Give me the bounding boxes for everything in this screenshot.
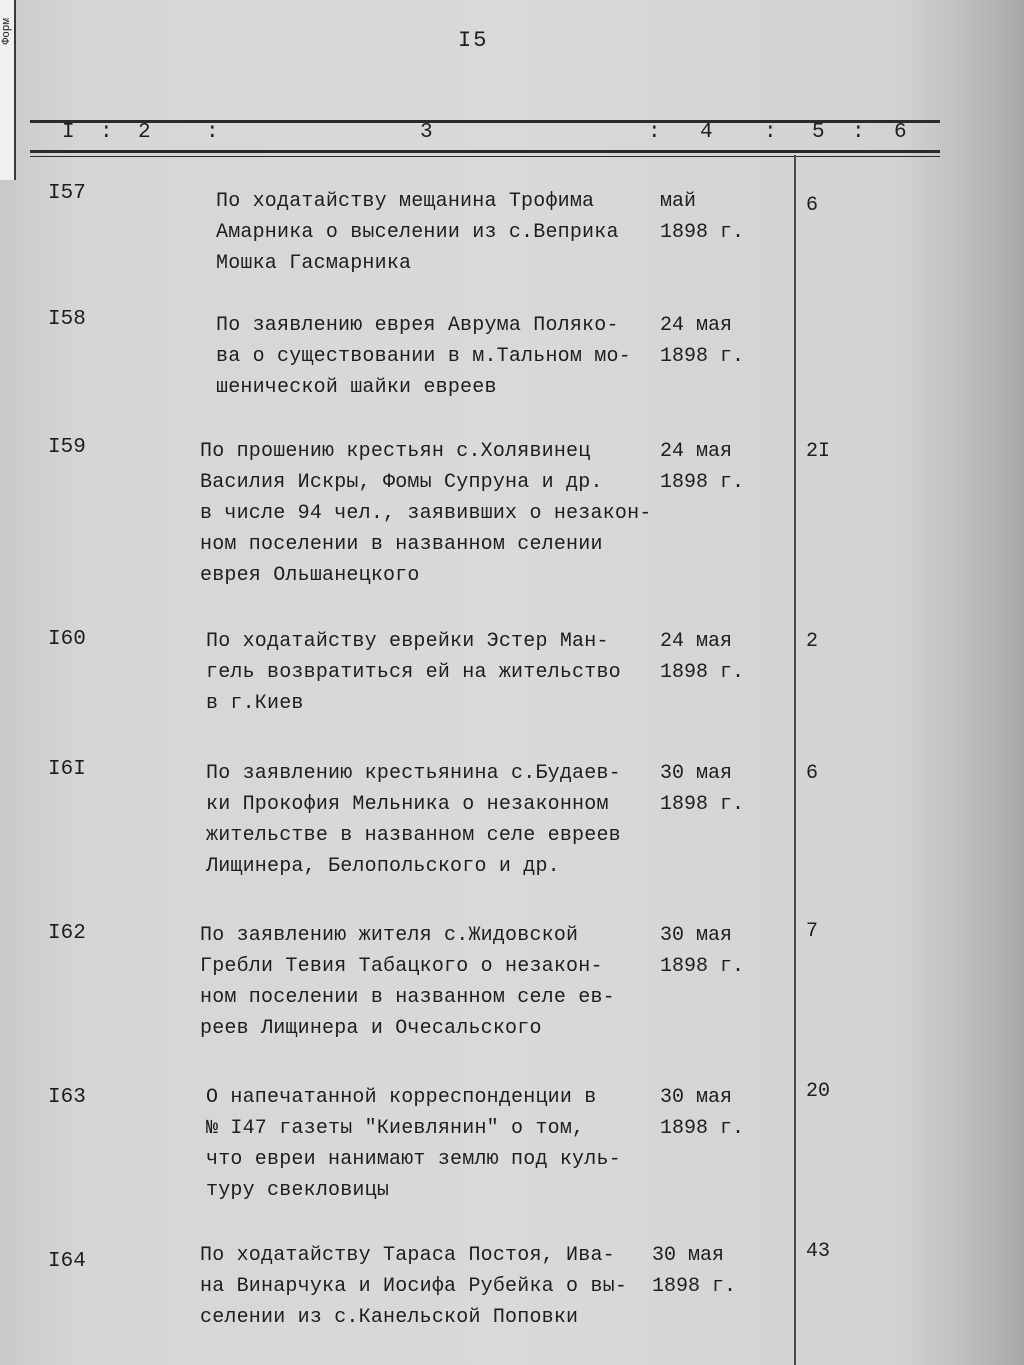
entry-sheet-count: 2 (806, 630, 819, 653)
page-number: I5 (458, 28, 489, 53)
entry-sheet-count: 6 (806, 762, 819, 785)
table-header-rule (30, 150, 940, 153)
underlying-page-edge (0, 0, 16, 180)
entry-number: I59 (48, 436, 86, 459)
column-header-2: 2 (138, 121, 151, 144)
entry-description: По ходатайству Тараса Постоя, Ива- на Винарчука и Иосифа Рубейка о вы- селении из с.Канельской Поповки (200, 1244, 628, 1329)
column-header-3: 3 (420, 121, 433, 144)
column-rule (794, 155, 796, 1365)
entry-number: I63 (48, 1086, 86, 1109)
entry-date: 30 мая 1898 г. (660, 1086, 745, 1140)
column-separator: : (648, 121, 661, 144)
column-header-5: 5 (812, 121, 825, 144)
entry-description: По заявлению еврея Аврума Поляко- ва о существовании в м.Тальном мо- шенической шайки евреев (216, 314, 631, 399)
entry-number: I64 (48, 1250, 86, 1273)
entry-date: 30 мая 1898 г. (660, 924, 745, 978)
entry-date: 24 мая 1898 г. (660, 440, 745, 494)
entry-date: 30 мая 1898 г. (652, 1244, 737, 1298)
entry-date: 30 мая 1898 г. (660, 762, 745, 816)
entry-description: По ходатайству мещанина Трофима Амарника о выселении из с.Веприка Мошка Гасмарника (216, 190, 619, 275)
column-separator: : (100, 121, 113, 144)
column-header-1: I (62, 121, 75, 144)
entry-number: I62 (48, 922, 86, 945)
column-header-4: 4 (700, 121, 713, 144)
entry-sheet-count: 43 (806, 1240, 831, 1263)
column-header-6: 6 (894, 121, 907, 144)
underlying-page-text: Форм (1, 18, 13, 45)
entry-number: I60 (48, 628, 86, 651)
entry-sheet-count: 7 (806, 920, 819, 943)
table-header-rule-thin (30, 156, 940, 157)
entry-number: I57 (48, 182, 86, 205)
entry-description: По ходатайству еврейки Эстер Ман- гель возвратиться ей на жительство в г.Киев (206, 630, 621, 715)
entry-date: 24 мая 1898 г. (660, 630, 745, 684)
entry-description: По заявлению крестьянина с.Будаев- ки Прокофия Мельника о незаконном жительстве в названном селе евреев Лищинера, Белопольского и др. (206, 762, 621, 878)
column-separator: : (852, 121, 865, 144)
column-separator: : (206, 121, 219, 144)
entry-number: I58 (48, 308, 86, 331)
entry-date: 24 мая 1898 г. (660, 314, 745, 368)
entry-description: По прошению крестьян с.Холявинец Василия Искры, Фомы Супруна и др. в числе 94 чел., заявивших о незакон- ном поселении в названном селении еврея Ольшанецкого (200, 440, 652, 587)
entry-sheet-count: 20 (806, 1080, 831, 1103)
entry-description: О напечатанной корреспонденции в № I47 газеты "Киевлянин" о том, что евреи нанимают землю под куль- туру свекловицы (206, 1086, 621, 1202)
entry-date: май 1898 г. (660, 190, 745, 244)
entry-number: I6I (48, 758, 86, 781)
entry-sheet-count: 2I (806, 440, 831, 463)
entry-description: По заявлению жителя с.Жидовской Гребли Тевия Табацкого о незакон- ном поселении в названном селе ев- реев Лищинера и Очесальского (200, 924, 615, 1040)
entry-sheet-count: 6 (806, 194, 819, 217)
table-top-rule (30, 120, 940, 123)
column-separator: : (764, 121, 777, 144)
